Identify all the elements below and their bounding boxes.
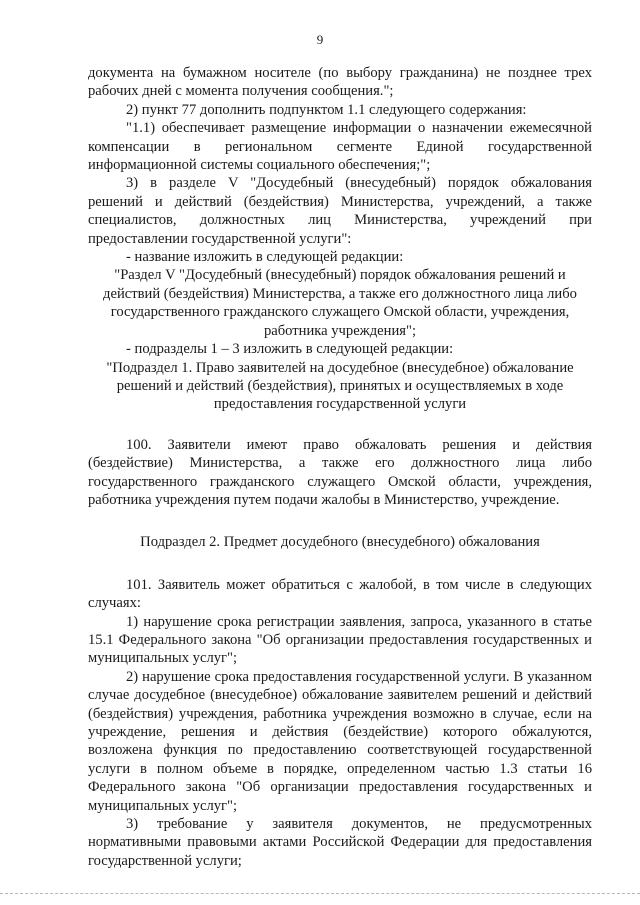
list-item-2: 2) нарушение срока предоставления государственной услуги. В указанном случае досудебное (внесудебное) обжалование заявителем решений и действий (бездействия) учреждения, работника учреждения возможно в случае, если на учреждение, решения и действия (бездействие) которого обжалуются, возложена функция по предоставлению соответствующей государственной услуги в полном объеме в порядке, определенном частью 1.3 статьи 16 Федерального закона "Об организации предоставления государственных и муниципальных услуг"; (88, 668, 592, 814)
section-title-quote: "Раздел V "Досудебный (внесудебный) порядок обжалования решений и действий (бездействия) Министерства, а также его должностного лица либо государственного гражданского служащего Омской области, учреждения, работника учреждения"; (103, 267, 577, 339)
paragraph-item-2: 2) пункт 77 дополнить подпунктом 1.1 следующего содержания: (126, 101, 527, 118)
paragraph-title-instruction: - название изложить в следующей редакции: (126, 249, 404, 266)
paragraph-100: 100. Заявители имеют право обжаловать решения и действия (бездействие) Министерства, а также его должностного лица либо государственного гражданского служащего Омской области, учреждения, работника учреждения путем подачи жалобы в Министерство, учреждение. (88, 436, 592, 508)
paragraph-101: 101. Заявитель может обратиться с жалобой, в том числе в следующих случаях: (88, 576, 592, 612)
paragraph-quote-1-1: "1.1) обеспечивает размещение информации о назначении ежемесячной компенсации в региональном сегменте Единой государственной информационной системы социального обеспечения;"; (88, 120, 592, 174)
subsection-2-heading: Подраздел 2. Предмет досудебного (внесудебного) обжалования (140, 534, 540, 551)
paragraph-subsections-instruction: - подразделы 1 – 3 изложить в следующей редакции: (126, 341, 454, 358)
scan-edge-line (0, 893, 640, 894)
subsection-1-heading: "Подраздел 1. Право заявителей на досудебное (внесудебное) обжалование решений и действий (бездействия), принятых и осуществляемых в ходе предоставления государственной услуги (106, 359, 574, 413)
paragraph-continuation: документа на бумажном носителе (по выбору гражданина) не позднее трех рабочих дней с момента получения сообщения."; (88, 65, 592, 100)
list-item-1: 1) нарушение срока регистрации заявления, запроса, указанного в статье 15.1 Федерального закона "Об организации предоставления государственных и муниципальных услуг"; (88, 613, 592, 667)
paragraph-item-3: 3) в разделе V "Досудебный (внесудебный) порядок обжалования решений и действий (бездействия) Министерства, учреждений, а также специалистов, должностных лиц Министерства, учреждений при предоставлении государственной услуги": (88, 175, 592, 247)
list-item-3: 3) требование у заявителя документов, не предусмотренных нормативными правовыми актами Российской Федерации для предоставления государственной услуги; (88, 816, 592, 869)
page-number: 9 (316, 32, 324, 47)
document-body (88, 64, 592, 870)
